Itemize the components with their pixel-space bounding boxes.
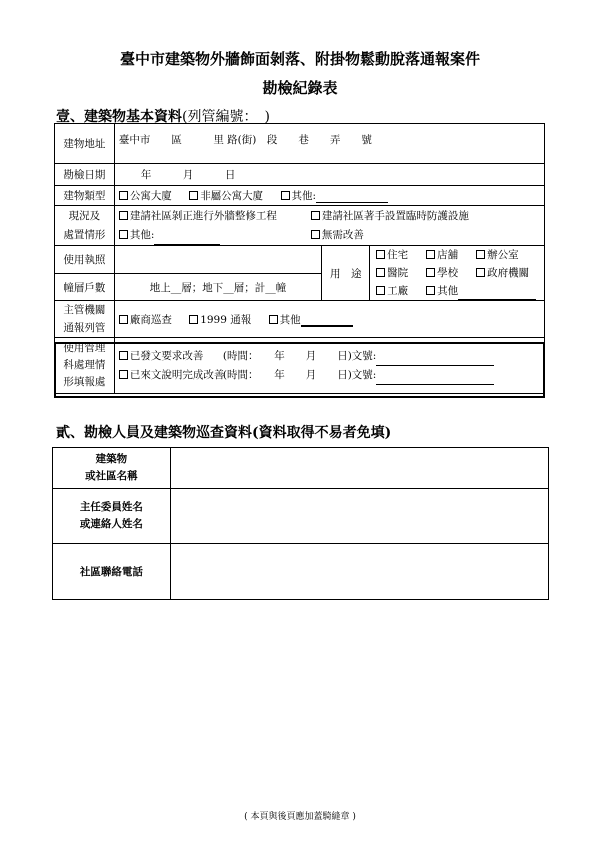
checkbox[interactable] xyxy=(476,250,485,259)
usage-option-label: 學校 xyxy=(437,267,459,279)
situation-label-line2: 處置情形 xyxy=(63,228,106,241)
type-option-non-apartment[interactable] xyxy=(189,188,263,203)
situation-option-label: 無需改善 xyxy=(321,228,364,241)
building-name-label-line1: 建築物 xyxy=(95,453,128,465)
basic-info-table xyxy=(54,123,545,394)
situation-option-label: 其他: xyxy=(129,228,155,241)
checkbox[interactable] xyxy=(189,191,198,200)
situation-option-renovate[interactable] xyxy=(119,207,311,226)
usage-label: 用 途 xyxy=(322,246,370,301)
building-name-label xyxy=(53,448,171,489)
authority-option-other[interactable] xyxy=(269,312,353,327)
usage-option-label: 店舖 xyxy=(437,249,459,261)
checkbox[interactable] xyxy=(376,286,385,295)
chair-name-field[interactable] xyxy=(170,489,548,544)
usage-option-label: 工廠 xyxy=(387,285,409,297)
situation-label xyxy=(55,206,115,246)
mgmt-option-completed[interactable] xyxy=(119,366,223,385)
section1-heading-text: 壹、建築物基本資料 xyxy=(56,109,182,125)
usage-option-residence[interactable] xyxy=(376,246,426,264)
inspection-table xyxy=(52,447,549,600)
phone-field[interactable] xyxy=(170,544,548,600)
mgmt-option-label: 已發文要求改善 xyxy=(129,349,204,362)
type-row xyxy=(55,186,545,206)
situation-option-label: 建請社區著手設置臨時防護設施 xyxy=(321,209,469,222)
date-field[interactable]: 年 月 日 xyxy=(114,164,544,186)
chair-name-row xyxy=(53,489,549,544)
type-option-other[interactable] xyxy=(281,188,389,203)
type-option-label: 其他: xyxy=(291,190,317,202)
floors-label: 幢層戶數 xyxy=(55,274,115,301)
mgmt-options xyxy=(114,338,544,394)
usage-option-school[interactable] xyxy=(426,264,476,282)
phone-label: 社區聯絡電話 xyxy=(53,544,171,600)
license-field[interactable] xyxy=(114,246,321,274)
checkbox[interactable] xyxy=(311,211,320,220)
authority-option-label: 1999 通報 xyxy=(200,313,252,326)
checkbox[interactable] xyxy=(119,211,128,220)
usage-option-government[interactable] xyxy=(476,264,529,282)
mgmt-option-issued[interactable] xyxy=(119,347,223,366)
checkbox[interactable] xyxy=(119,351,128,360)
mgmt-label xyxy=(55,338,115,394)
address-row xyxy=(55,124,545,164)
checkbox[interactable] xyxy=(426,268,435,277)
section1-heading-note: (列管編號： ) xyxy=(182,109,270,125)
mgmt-row xyxy=(55,338,545,394)
usage-option-factory[interactable] xyxy=(376,282,426,300)
date-row xyxy=(55,164,545,186)
type-other-blank[interactable] xyxy=(316,202,388,203)
authority-options xyxy=(114,301,544,338)
usage-other-blank[interactable] xyxy=(458,299,536,300)
checkbox[interactable] xyxy=(311,230,320,239)
authority-label xyxy=(55,301,115,338)
checkbox[interactable] xyxy=(376,268,385,277)
situation-options xyxy=(114,206,544,246)
type-label: 建物類型 xyxy=(55,186,115,206)
checkbox[interactable] xyxy=(426,286,435,295)
checkbox[interactable] xyxy=(476,268,485,277)
footer-note: ( 本頁與後頁應加蓋騎縫章 ) xyxy=(244,812,356,822)
floors-field[interactable]: 地上__層；地下__層；計__幢 xyxy=(114,274,321,301)
mgmt-docno-blank[interactable] xyxy=(376,365,494,366)
type-option-apartment[interactable] xyxy=(119,188,172,203)
mgmt-time-field[interactable]: (時間： 年 月 日)文號: xyxy=(222,368,377,381)
form-subtitle: 勘檢紀錄表 xyxy=(262,79,338,97)
authority-other-blank[interactable] xyxy=(301,325,353,327)
chair-name-label-line1: 主任委員姓名 xyxy=(79,501,143,513)
situation-option-none[interactable] xyxy=(311,226,364,245)
chair-name-label-line2: 或連絡人姓名 xyxy=(79,518,143,530)
section2-heading-note: (資料取得不易者免填) xyxy=(252,425,392,441)
address-label: 建物地址 xyxy=(55,124,115,164)
checkbox[interactable] xyxy=(119,370,128,379)
checkbox[interactable] xyxy=(281,191,290,200)
form-title: 臺中市建築物外牆飾面剝落、附掛物鬆動脫落通報案件 xyxy=(119,50,480,68)
usage-option-label: 其他 xyxy=(437,285,459,297)
type-options xyxy=(114,186,544,206)
mgmt-time-field[interactable]: (時間： 年 月 日)文號: xyxy=(222,349,377,362)
authority-option-label: 其他 xyxy=(279,313,301,326)
mgmt-option-label: 已來文說明完成改善 xyxy=(129,368,225,381)
situation-option-other[interactable] xyxy=(119,226,311,245)
checkbox[interactable] xyxy=(376,250,385,259)
mgmt-docno-blank[interactable] xyxy=(376,384,494,385)
usage-option-label: 辦公室 xyxy=(487,249,519,261)
checkbox[interactable] xyxy=(189,315,198,324)
usage-option-shop[interactable] xyxy=(426,246,476,264)
checkbox[interactable] xyxy=(119,230,128,239)
address-field[interactable]: 臺中市 區 里 路(街) 段 巷 弄 號 xyxy=(114,124,544,164)
checkbox[interactable] xyxy=(426,250,435,259)
mgmt-label-line2: 科處理情 xyxy=(63,359,106,371)
date-label: 勘檢日期 xyxy=(55,164,115,186)
usage-option-office[interactable] xyxy=(476,246,519,264)
authority-option-1999[interactable] xyxy=(189,312,251,327)
chair-name-label xyxy=(53,489,171,544)
usage-option-label: 醫院 xyxy=(387,267,409,279)
checkbox[interactable] xyxy=(269,315,278,324)
situation-other-blank[interactable] xyxy=(154,244,220,245)
usage-option-other[interactable] xyxy=(426,282,536,300)
checkbox[interactable] xyxy=(119,191,128,200)
section2-heading-text: 貳、勘檢人員及建築物巡查資料 xyxy=(56,425,252,441)
mgmt-label-line3: 形填報處 xyxy=(63,376,106,388)
mgmt-label-line1: 使用管理 xyxy=(63,342,106,354)
authority-option-label: 廠商巡查 xyxy=(129,313,172,326)
situation-option-protect[interactable] xyxy=(311,207,469,226)
license-row xyxy=(55,246,545,274)
type-option-label: 公寓大廈 xyxy=(129,190,172,202)
authority-label-line2: 通報列管 xyxy=(63,322,106,334)
license-label: 使用執照 xyxy=(55,246,115,274)
usage-option-label: 住宅 xyxy=(387,249,409,261)
situation-label-line1: 現況及 xyxy=(68,209,101,222)
checkbox[interactable] xyxy=(119,315,128,324)
building-name-field[interactable] xyxy=(170,448,548,489)
authority-label-line1: 主管機關 xyxy=(63,304,106,316)
building-name-row xyxy=(53,448,549,489)
situation-row xyxy=(55,206,545,246)
phone-row xyxy=(53,544,549,600)
situation-option-label: 建請社區剝正進行外牆整修工程 xyxy=(129,209,277,222)
usage-options xyxy=(370,246,545,301)
building-name-label-line2: 或社區名稱 xyxy=(85,470,138,482)
section2-heading xyxy=(56,422,391,442)
usage-option-label: 政府機關 xyxy=(487,267,530,279)
authority-option-vendor[interactable] xyxy=(119,312,172,327)
usage-option-hospital[interactable] xyxy=(376,264,426,282)
authority-row xyxy=(55,301,545,338)
type-option-label: 非屬公寓大廈 xyxy=(200,190,264,202)
